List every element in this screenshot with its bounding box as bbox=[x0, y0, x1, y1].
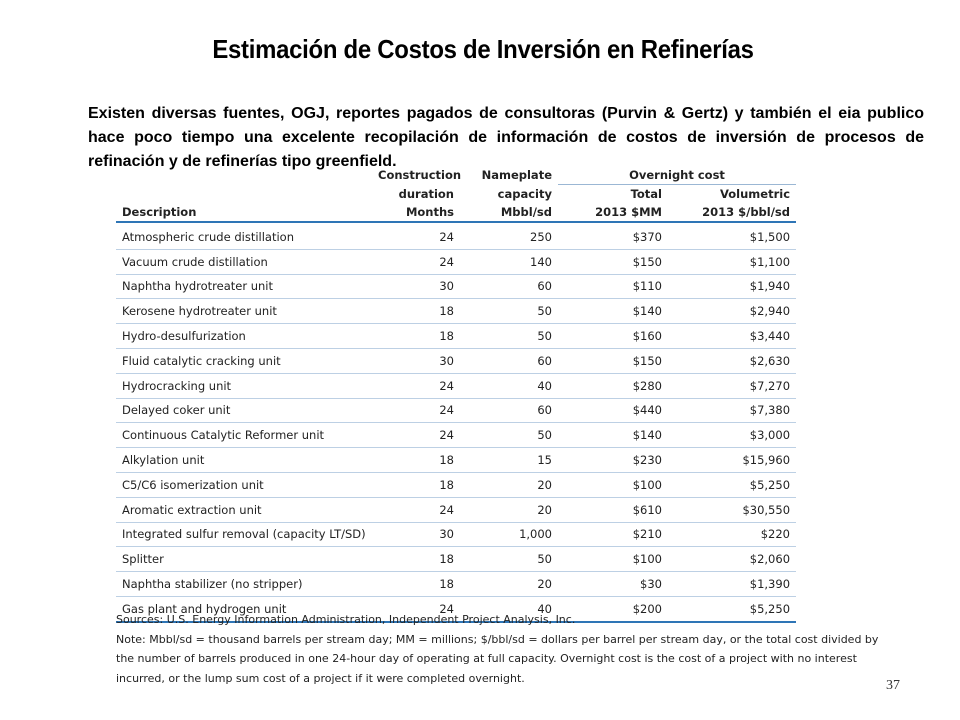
header-blank bbox=[116, 166, 372, 185]
header-overnight-cost: Overnight cost bbox=[558, 166, 796, 185]
row-volumetric-cost: $1,100 bbox=[668, 249, 796, 274]
row-months: 18 bbox=[372, 572, 460, 597]
header-mbbl-sd: Mbbl/sd bbox=[460, 203, 558, 222]
row-capacity: 50 bbox=[460, 324, 558, 349]
row-months: 24 bbox=[372, 423, 460, 448]
row-description: Integrated sulfur removal (capacity LT/SD) bbox=[116, 522, 372, 547]
row-description: Splitter bbox=[116, 547, 372, 572]
header-nameplate: Nameplate bbox=[481, 168, 552, 183]
row-volumetric-cost: $7,270 bbox=[668, 373, 796, 398]
row-months: 18 bbox=[372, 547, 460, 572]
row-capacity: 40 bbox=[460, 596, 558, 621]
row-months: 18 bbox=[372, 448, 460, 473]
row-total-cost: $440 bbox=[558, 398, 668, 423]
table-row bbox=[116, 299, 796, 324]
row-months: 18 bbox=[372, 299, 460, 324]
row-description: Hydrocracking unit bbox=[116, 373, 372, 398]
page-number: 37 bbox=[886, 678, 900, 693]
row-total-cost: $370 bbox=[558, 222, 668, 249]
row-months: 18 bbox=[372, 324, 460, 349]
row-volumetric-cost: $15,960 bbox=[668, 448, 796, 473]
definitions-note: Note: Mbbl/sd = thousand barrels per stream day; MM = millions; $/bbl/sd = dollars per barrel per stream day, or the total cost divided by the number of barrels produced in one 24-hour day of operating at full capacity. Overnight cost is the cost of a project with no interest incurred, or the lump sum cost of a project if it were completed overnight. bbox=[116, 632, 879, 685]
header-description: Description bbox=[116, 203, 372, 222]
table-row bbox=[116, 324, 796, 349]
table-row bbox=[116, 497, 796, 522]
row-total-cost: $140 bbox=[558, 423, 668, 448]
row-description: Delayed coker unit bbox=[116, 398, 372, 423]
cost-table-container bbox=[116, 166, 796, 623]
row-volumetric-cost: $7,380 bbox=[668, 398, 796, 423]
row-volumetric-cost: $5,250 bbox=[668, 596, 796, 621]
row-total-cost: $150 bbox=[558, 348, 668, 373]
header-duration: duration bbox=[398, 186, 454, 201]
row-total-cost: $230 bbox=[558, 448, 668, 473]
header-months: Months bbox=[372, 203, 460, 222]
row-capacity: 40 bbox=[460, 373, 558, 398]
row-volumetric-cost: $1,500 bbox=[668, 222, 796, 249]
row-description: Aromatic extraction unit bbox=[116, 497, 372, 522]
row-description: Atmospheric crude distillation bbox=[116, 222, 372, 249]
table-header bbox=[116, 166, 796, 222]
row-months: 24 bbox=[372, 596, 460, 621]
row-capacity: 140 bbox=[460, 249, 558, 274]
row-description: Hydro-desulfurization bbox=[116, 324, 372, 349]
row-months: 24 bbox=[372, 497, 460, 522]
row-description: C5/C6 isomerization unit bbox=[116, 472, 372, 497]
row-capacity: 20 bbox=[460, 497, 558, 522]
row-months: 30 bbox=[372, 522, 460, 547]
table-row bbox=[116, 448, 796, 473]
row-description: Fluid catalytic cracking unit bbox=[116, 348, 372, 373]
row-capacity: 50 bbox=[460, 423, 558, 448]
row-total-cost: $200 bbox=[558, 596, 668, 621]
header-construction: Construction bbox=[378, 168, 462, 183]
row-description: Alkylation unit bbox=[116, 448, 372, 473]
table-notes bbox=[116, 610, 896, 688]
table-row bbox=[116, 274, 796, 299]
table-row bbox=[116, 222, 796, 249]
row-total-cost: $110 bbox=[558, 274, 668, 299]
row-months: 24 bbox=[372, 373, 460, 398]
row-volumetric-cost: $3,440 bbox=[668, 324, 796, 349]
sources-note: Sources: U.S. Energy Information Administration, Independent Project Analysis, Inc. bbox=[116, 613, 576, 626]
row-total-cost: $100 bbox=[558, 472, 668, 497]
row-description: Naphtha stabilizer (no stripper) bbox=[116, 572, 372, 597]
cost-table bbox=[116, 166, 796, 623]
table-row bbox=[116, 547, 796, 572]
row-total-cost: $160 bbox=[558, 324, 668, 349]
row-volumetric-cost: $30,550 bbox=[668, 497, 796, 522]
header-blank bbox=[116, 185, 372, 204]
table-row bbox=[116, 249, 796, 274]
row-total-cost: $610 bbox=[558, 497, 668, 522]
table-body bbox=[116, 222, 796, 622]
header-2013-bbl-sd: 2013 $/bbl/sd bbox=[668, 203, 796, 222]
row-total-cost: $140 bbox=[558, 299, 668, 324]
row-volumetric-cost: $5,250 bbox=[668, 472, 796, 497]
row-description: Gas plant and hydrogen unit bbox=[116, 596, 372, 621]
row-capacity: 60 bbox=[460, 348, 558, 373]
row-volumetric-cost: $3,000 bbox=[668, 423, 796, 448]
row-capacity: 15 bbox=[460, 448, 558, 473]
row-volumetric-cost: $2,060 bbox=[668, 547, 796, 572]
row-total-cost: $30 bbox=[558, 572, 668, 597]
row-total-cost: $150 bbox=[558, 249, 668, 274]
table-row bbox=[116, 423, 796, 448]
table-row bbox=[116, 373, 796, 398]
row-months: 24 bbox=[372, 398, 460, 423]
row-volumetric-cost: $1,390 bbox=[668, 572, 796, 597]
row-months: 30 bbox=[372, 348, 460, 373]
table-row bbox=[116, 472, 796, 497]
table-row bbox=[116, 398, 796, 423]
row-months: 30 bbox=[372, 274, 460, 299]
row-total-cost: $210 bbox=[558, 522, 668, 547]
table-row bbox=[116, 348, 796, 373]
row-months: 24 bbox=[372, 249, 460, 274]
row-description: Naphtha hydrotreater unit bbox=[116, 274, 372, 299]
row-capacity: 50 bbox=[460, 547, 558, 572]
table-row bbox=[116, 522, 796, 547]
row-capacity: 250 bbox=[460, 222, 558, 249]
slide-title: Estimación de Costos de Inversión en Refinerías bbox=[212, 34, 754, 64]
row-capacity: 50 bbox=[460, 299, 558, 324]
header-capacity: capacity bbox=[497, 186, 552, 201]
row-months: 24 bbox=[372, 222, 460, 249]
row-total-cost: $280 bbox=[558, 373, 668, 398]
intro-paragraph: Existen diversas fuentes, OGJ, reportes pagados de consultoras (Purvin & Gertz) y también el eia publico hace poco tiempo una excelente recopilación de información de costos de inversión de procesos de refinación y de refinerías tipo greenfield. bbox=[88, 105, 924, 170]
row-description: Continuous Catalytic Reformer unit bbox=[116, 423, 372, 448]
row-capacity: 1,000 bbox=[460, 522, 558, 547]
row-capacity: 60 bbox=[460, 398, 558, 423]
header-total: Total bbox=[630, 187, 662, 201]
row-volumetric-cost: $220 bbox=[668, 522, 796, 547]
row-months: 18 bbox=[372, 472, 460, 497]
table-row bbox=[116, 572, 796, 597]
row-capacity: 20 bbox=[460, 572, 558, 597]
row-total-cost: $100 bbox=[558, 547, 668, 572]
row-volumetric-cost: $2,630 bbox=[668, 348, 796, 373]
header-2013-mm: 2013 $MM bbox=[558, 203, 668, 222]
header-volumetric: Volumetric bbox=[720, 187, 791, 201]
row-volumetric-cost: $1,940 bbox=[668, 274, 796, 299]
row-capacity: 60 bbox=[460, 274, 558, 299]
row-description: Vacuum crude distillation bbox=[116, 249, 372, 274]
row-volumetric-cost: $2,940 bbox=[668, 299, 796, 324]
row-description: Kerosene hydrotreater unit bbox=[116, 299, 372, 324]
row-capacity: 20 bbox=[460, 472, 558, 497]
